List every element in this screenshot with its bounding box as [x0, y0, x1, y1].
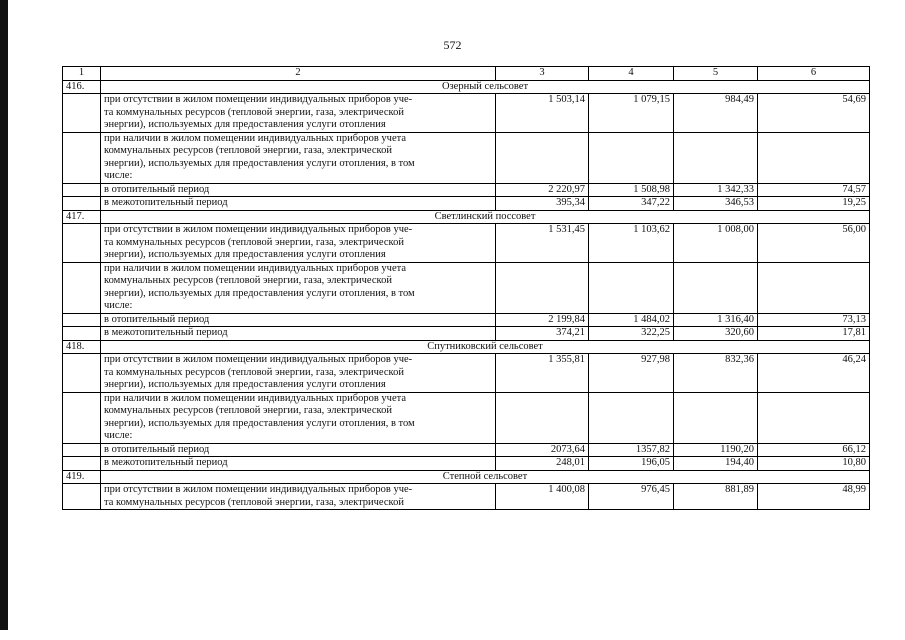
value-cell: 10,80 — [758, 457, 870, 471]
row-label: при отсутствии в жилом помещении индивидуальных приборов уче- та коммунальных ресурсов (тепловой энергии, газа, электрической энергии), используемых для предоставления услуги отопления — [101, 224, 496, 263]
section-title: Спутниковский сельсовет — [101, 340, 870, 354]
index-cell — [63, 313, 101, 327]
value-cell: 54,69 — [758, 94, 870, 133]
value-cell: 1 342,33 — [674, 183, 758, 197]
tariff-table-body — [63, 67, 870, 510]
value-cell: 395,34 — [496, 197, 589, 211]
page-number: 572 — [443, 38, 462, 52]
index-cell — [63, 354, 101, 393]
value-cell: 1357,82 — [589, 443, 674, 457]
value-cell — [589, 132, 674, 183]
value-cell: 2073,64 — [496, 443, 589, 457]
table-row — [63, 392, 870, 443]
index-cell — [63, 443, 101, 457]
section-index: 418. — [63, 340, 101, 354]
row-label: в отопительный период — [101, 443, 496, 457]
row-label: в отопительный период — [101, 313, 496, 327]
table-row — [63, 94, 870, 133]
index-cell — [63, 262, 101, 313]
value-cell: 374,21 — [496, 327, 589, 341]
value-cell — [496, 132, 589, 183]
header-cell: 3 — [496, 67, 589, 81]
value-cell — [674, 132, 758, 183]
table-row — [63, 484, 870, 510]
table-row — [63, 262, 870, 313]
value-cell: 984,49 — [674, 94, 758, 133]
table-row — [63, 197, 870, 211]
table-row — [63, 313, 870, 327]
section-title: Светлинский поссовет — [101, 210, 870, 224]
value-cell: 46,24 — [758, 354, 870, 393]
value-cell: 194,40 — [674, 457, 758, 471]
value-cell: 2 220,97 — [496, 183, 589, 197]
index-cell — [63, 132, 101, 183]
row-label: в межотопительный период — [101, 197, 496, 211]
header-cell: 6 — [758, 67, 870, 81]
value-cell — [674, 392, 758, 443]
table-row — [63, 183, 870, 197]
index-cell — [63, 183, 101, 197]
value-cell — [758, 132, 870, 183]
index-cell — [63, 224, 101, 263]
value-cell: 1 008,00 — [674, 224, 758, 263]
index-cell — [63, 94, 101, 133]
value-cell: 19,25 — [758, 197, 870, 211]
table-row — [63, 457, 870, 471]
row-label: при отсутствии в жилом помещении индивидуальных приборов уче- та коммунальных ресурсов (тепловой энергии, газа, электрической — [101, 484, 496, 510]
section-row — [63, 340, 870, 354]
row-label: при наличии в жилом помещении индивидуальных приборов учета коммунальных ресурсов (тепловой энергии, газа, электрической энергии), используемых для предоставления услуги отопления, в том числе: — [101, 262, 496, 313]
value-cell: 1 503,14 — [496, 94, 589, 133]
header-cell: 5 — [674, 67, 758, 81]
value-cell: 196,05 — [589, 457, 674, 471]
value-cell — [758, 262, 870, 313]
value-cell: 1 079,15 — [589, 94, 674, 133]
value-cell: 73,13 — [758, 313, 870, 327]
row-label: при отсутствии в жилом помещении индивидуальных приборов уче- та коммунальных ресурсов (тепловой энергии, газа, электрической энергии), используемых для предоставления услуги отопления — [101, 354, 496, 393]
index-cell — [63, 457, 101, 471]
section-row — [63, 80, 870, 94]
value-cell: 1190,20 — [674, 443, 758, 457]
table-row — [63, 132, 870, 183]
section-row — [63, 210, 870, 224]
section-index: 417. — [63, 210, 101, 224]
index-cell — [63, 327, 101, 341]
value-cell: 1 355,81 — [496, 354, 589, 393]
value-cell: 56,00 — [758, 224, 870, 263]
value-cell: 347,22 — [589, 197, 674, 211]
value-cell: 346,53 — [674, 197, 758, 211]
value-cell: 322,25 — [589, 327, 674, 341]
value-cell — [496, 262, 589, 313]
value-cell: 1 316,40 — [674, 313, 758, 327]
value-cell: 1 103,62 — [589, 224, 674, 263]
table-row — [63, 443, 870, 457]
row-label: в межотопительный период — [101, 327, 496, 341]
value-cell: 976,45 — [589, 484, 674, 510]
index-cell — [63, 392, 101, 443]
value-cell — [674, 262, 758, 313]
value-cell — [496, 392, 589, 443]
section-row — [63, 470, 870, 484]
value-cell — [589, 392, 674, 443]
value-cell: 320,60 — [674, 327, 758, 341]
value-cell: 1 484,02 — [589, 313, 674, 327]
row-label: в отопительный период — [101, 183, 496, 197]
table-row — [63, 354, 870, 393]
table-row — [63, 224, 870, 263]
index-cell — [63, 197, 101, 211]
value-cell: 248,01 — [496, 457, 589, 471]
section-index: 416. — [63, 80, 101, 94]
row-label: при наличии в жилом помещении индивидуальных приборов учета коммунальных ресурсов (тепловой энергии, газа, электрической энергии), используемых для предоставления услуги отопления, в том числе: — [101, 132, 496, 183]
row-label: при отсутствии в жилом помещении индивидуальных приборов уче- та коммунальных ресурсов (тепловой энергии, газа, электрической энергии), используемых для предоставления услуги отопления — [101, 94, 496, 133]
value-cell — [758, 392, 870, 443]
value-cell: 17,81 — [758, 327, 870, 341]
header-cell: 2 — [101, 67, 496, 81]
index-cell — [63, 484, 101, 510]
value-cell — [589, 262, 674, 313]
value-cell: 74,57 — [758, 183, 870, 197]
section-title: Степной сельсовет — [101, 470, 870, 484]
value-cell: 927,98 — [589, 354, 674, 393]
scan-edge-bar — [0, 0, 8, 630]
row-label: в межотопительный период — [101, 457, 496, 471]
value-cell: 832,36 — [674, 354, 758, 393]
value-cell: 1 400,08 — [496, 484, 589, 510]
value-cell: 1 531,45 — [496, 224, 589, 263]
value-cell: 2 199,84 — [496, 313, 589, 327]
section-index: 419. — [63, 470, 101, 484]
value-cell: 48,99 — [758, 484, 870, 510]
table-row — [63, 327, 870, 341]
header-row — [63, 67, 870, 81]
value-cell: 66,12 — [758, 443, 870, 457]
section-title: Озерный сельсовет — [101, 80, 870, 94]
header-cell: 4 — [589, 67, 674, 81]
header-cell: 1 — [63, 67, 101, 81]
tariff-table — [62, 66, 870, 510]
value-cell: 1 508,98 — [589, 183, 674, 197]
row-label: при наличии в жилом помещении индивидуальных приборов учета коммунальных ресурсов (тепловой энергии, газа, электрической энергии), используемых для предоставления услуги отопления, в том числе: — [101, 392, 496, 443]
value-cell: 881,89 — [674, 484, 758, 510]
